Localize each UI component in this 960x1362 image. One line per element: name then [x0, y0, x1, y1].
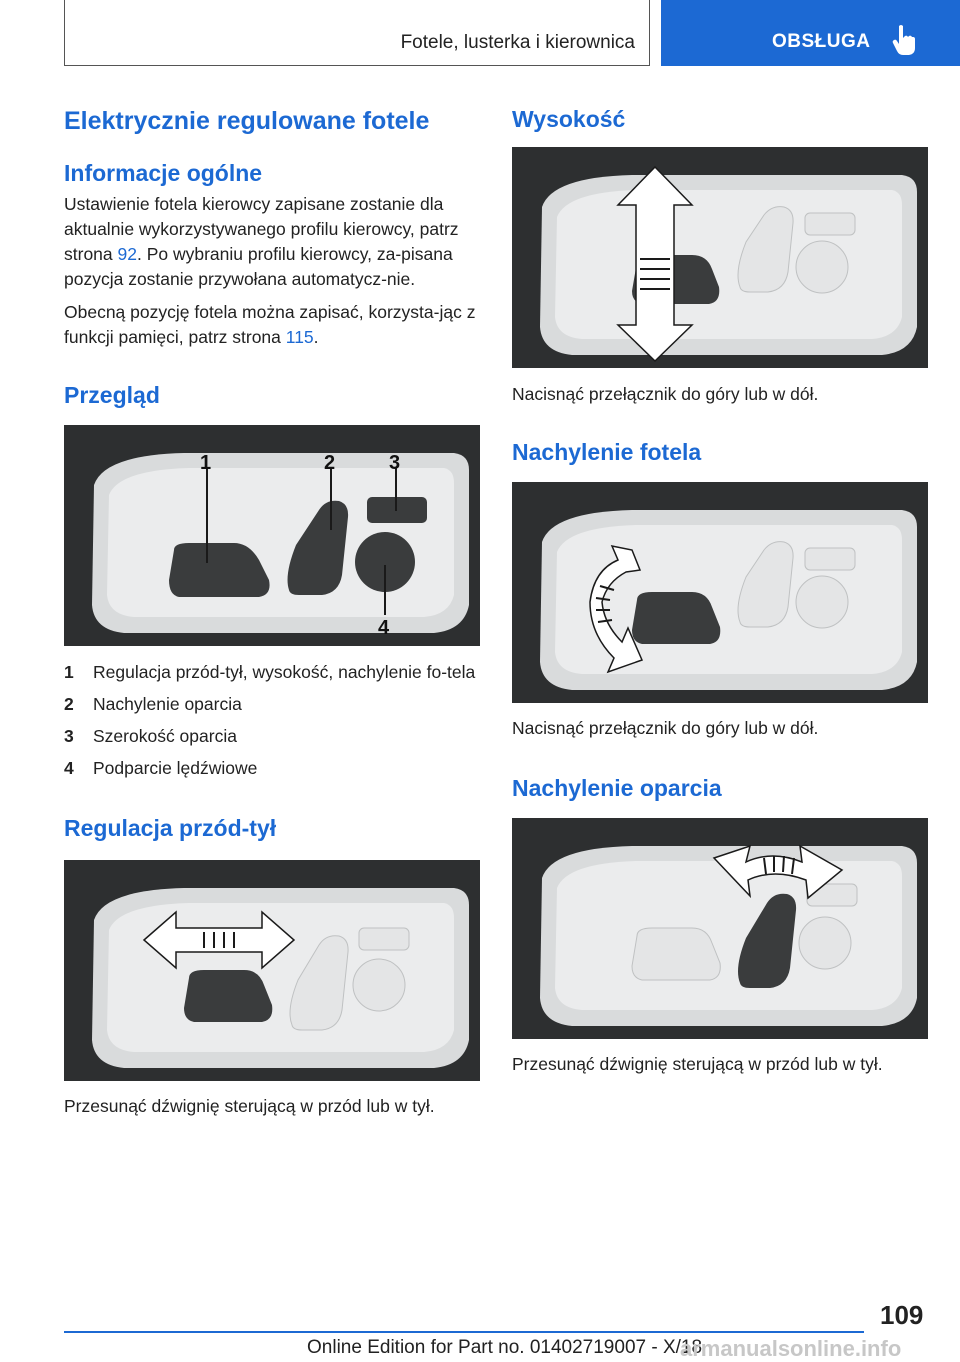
- watermark-text: armanualsonline.info: [680, 1336, 902, 1361]
- page-link-115[interactable]: 115: [285, 327, 314, 347]
- chapter-tab-label: OBSŁUGA: [772, 31, 871, 52]
- backrest-tilt-figure: [512, 818, 928, 1039]
- fore-aft-figure: [64, 860, 480, 1081]
- callout-3: 3: [389, 452, 401, 474]
- main-title: Elektrycznie regulowane fotele: [64, 107, 430, 135]
- chapter-tab[interactable]: [661, 0, 960, 66]
- legend-item: 1 Regulacja przód-tył, wysokość, nachylenie fo-tela: [64, 662, 476, 682]
- overview-seat-controls-figure: [64, 425, 480, 646]
- fore-aft-caption: Przesunąć dźwignię sterującą w przód lub w tył.: [64, 1096, 435, 1116]
- seat-tilt-caption: Nacisnąć przełącznik do góry lub w dół.: [512, 718, 819, 738]
- overview-legend: [64, 660, 480, 781]
- callout-2: 2: [324, 452, 336, 474]
- callout-4: 4: [378, 617, 390, 639]
- callout-1: 1: [200, 452, 212, 474]
- legend-item: 2 Nachylenie oparcia: [64, 694, 242, 714]
- legend-item: 4 Podparcie lędźwiowe: [64, 758, 258, 778]
- heading-general: Informacje ogólne: [64, 160, 263, 186]
- seat-tilt-figure: [512, 482, 928, 703]
- height-figure: [512, 147, 928, 368]
- heading-backrest-tilt: Nachylenie oparcia: [512, 775, 722, 801]
- right-column: [512, 104, 928, 1077]
- page-number: 109: [880, 1300, 924, 1330]
- hand-pointer-icon: [891, 24, 917, 56]
- left-column: [64, 106, 480, 1119]
- page-link-92[interactable]: 92: [117, 244, 137, 264]
- header-section-box: [64, 0, 650, 66]
- backrest-tilt-caption: Przesunąć dźwignię sterującą w przód lub w tył.: [512, 1054, 883, 1074]
- footer-divider: [64, 1331, 864, 1333]
- heading-fore-aft: Regulacja przód-tył: [64, 815, 277, 841]
- edition-text: Online Edition for Part no. 01402719007 - X/18: [307, 1337, 703, 1358]
- general-paragraph-2: Obecną pozycję fotela można zapisać, korzysta-jąc z funkcji pamięci, patrz strona 115.: [64, 302, 476, 347]
- legend-item: 3 Szerokość oparcia: [64, 726, 237, 746]
- heading-seat-tilt: Nachylenie fotela: [512, 439, 702, 465]
- height-caption: Nacisnąć przełącznik do góry lub w dół.: [512, 384, 819, 404]
- section-title: Fotele, lusterka i kierownica: [400, 32, 635, 53]
- heading-height: Wysokość: [512, 106, 626, 132]
- general-paragraph-1: Ustawienie fotela kierowcy zapisane zostanie dla aktualnie wykorzystywanego profilu kierowcy, patrz strona 92. Po wybraniu profilu kierowcy, za-pisana pozycja zostanie przywołana automatycz-nie.: [64, 194, 459, 289]
- heading-overview: Przegląd: [64, 382, 160, 408]
